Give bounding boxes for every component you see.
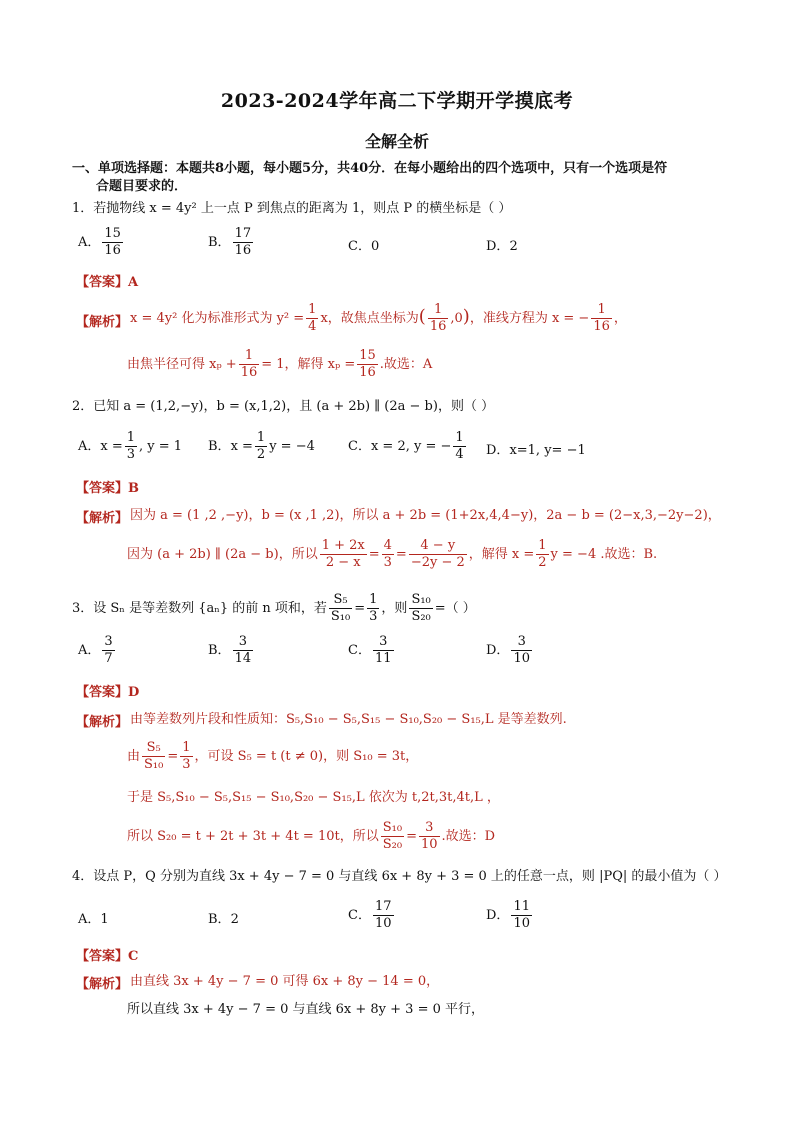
q3-option-b: B． $\frac{3}{14}$ [208,634,252,666]
q2-analysis-line-2: 因为 (a + 2b) ∥ (2a − b)，所以 $\frac{1 + 2x}{2 - x}$ = $\frac{4}{3}$ = $\frac{4 - y}{-2y - 2}$ ，解得 x = $\frac{1}{2}$ y = −4 .故选：B. [127,538,658,570]
q3-option-d: D． $\frac{3}{10}$ [486,634,530,666]
q3-analysis-line-2: 由 $\frac{\text{S₅}}{\text{S₁₀}}$ = $\frac{1}{3}$ ，可设 S₅ = t (t ≠ 0)，则 S₁₀ = 3t， [127,740,419,772]
q2-option-c: C．x = 2, y = − $\frac{1}{4}$ [348,430,464,462]
q3-analysis-label: 【解析】 [76,715,129,730]
q3-answer: 【答案】D [76,685,140,700]
q1-analysis-label: 【解析】 [76,315,129,330]
q2-answer: 【答案】B [76,481,140,496]
q2-analysis-label: 【解析】 [76,511,129,526]
q2-option-a: A．x = $\frac{1}{3}$ , y = 1 [78,430,183,462]
q4-analysis-label: 【解析】 [76,977,129,992]
q3-analysis-line-3: 于是 S₅,S₁₀ − S₅,S₁₅ − S₁₀,S₂₀ − S₁₅,L 依次为 t,2t,3t,4t,L ， [127,790,500,805]
q4-option-c: C． $\frac{17}{10}$ [348,899,392,931]
page-subtitle: 全解全析 [364,132,429,151]
q1-option-b: B． $\frac{17}{16}$ [208,226,252,258]
question-3-stem: 3．设 Sₙ 是等差数列 {aₙ} 的前 n 项和，若 $\frac{\text{S₅}}{\text{S₁₀}}$ = $\frac{1}{3}$ ，则 $\frac{\text{S₁₀}}{\text{S₂₀}}$ =（ ） [72,592,476,624]
q2-option-b: B．x = $\frac{1}{2}$ y = −4 [208,430,315,462]
q3-analysis-line-1: 由等差数列片段和性质知：S₅,S₁₀ − S₅,S₁₅ − S₁₀,S₂₀ − S₁₅,L 是等差数列. [130,712,567,727]
question-4-stem: 4．设点 P，Q 分别为直线 3x + 4y − 7 = 0 与直线 6x + 8y + 3 = 0 上的任意一点，则 |PQ| 的最小值为（ ） [72,869,727,884]
q4-option-d: D． $\frac{11}{10}$ [486,899,530,931]
q1-analysis-line-2: 由焦半径可得 xₚ + $\frac{1}{16}$ = 1，解得 xₚ = $\frac{15}{16}$ .故选：A [127,348,433,380]
question-1-stem: 1．若抛物线 x = 4y² 上一点 P 到焦点的距离为 1，则点 P 的横坐标是（ ） [72,201,512,216]
q2-analysis-line-1: 因为 a = (1 ,2 ,−y)，b = (x ,1 ,2)，所以 a + 2b = (1+2x,4,4−y)，2a − b = (2−x,3,−2y−2)， [130,508,721,523]
q3-option-a: A． $\frac{3}{7}$ [78,634,113,666]
q4-option-b: B．2 [208,912,239,927]
q3-analysis-line-4: 所以 S₂₀ = t + 2t + 3t + 4t = 10t，所以 $\frac{\text{S₁₀}}{\text{S₂₀}}$ = $\frac{3}{10}$ .故选：D [127,820,496,852]
q1-option-d: D．2 [486,239,518,254]
q1-option-c: C．0 [348,239,380,254]
question-2-stem: 2．已知 a = (1,2,−y)，b = (x,1,2)，且 (a + 2b) ∥ (2a − b)，则（ ） [72,399,495,414]
q3-option-c: C． $\frac{3}{11}$ [348,634,392,666]
page-title: 2023-2024学年高二下学期开学摸底考 [220,90,574,112]
q4-analysis-line-2: 所以直线 3x + 4y − 7 = 0 与直线 6x + 8y + 3 = 0 平行， [127,1002,484,1017]
q4-analysis-line-1: 由直线 3x + 4y − 7 = 0 可得 6x + 8y − 14 = 0， [130,974,440,989]
q4-option-a: A．1 [78,912,109,927]
q1-analysis-line-1: x = 4y² 化为标准形式为 y² = $\frac{1}{4}$ x，故焦点坐标为( $\frac{1}{16}$ ,0)，准线方程为 x = − $\frac{1}{16}$ ， [130,302,627,334]
section-heading: 一、单项选择题：本题共8小题，每小题5分，共40分．在每小题给出的四个选项中，只有一个选项是符 [72,161,668,176]
section-heading-cont: 合题目要求的． [96,179,188,194]
q1-option-a: A． $\frac{15}{16}$ [78,226,121,258]
q4-answer: 【答案】C [76,949,139,964]
q2-option-d: D．x=1, y= −1 [486,443,586,458]
q1-answer: 【答案】A [76,275,139,290]
